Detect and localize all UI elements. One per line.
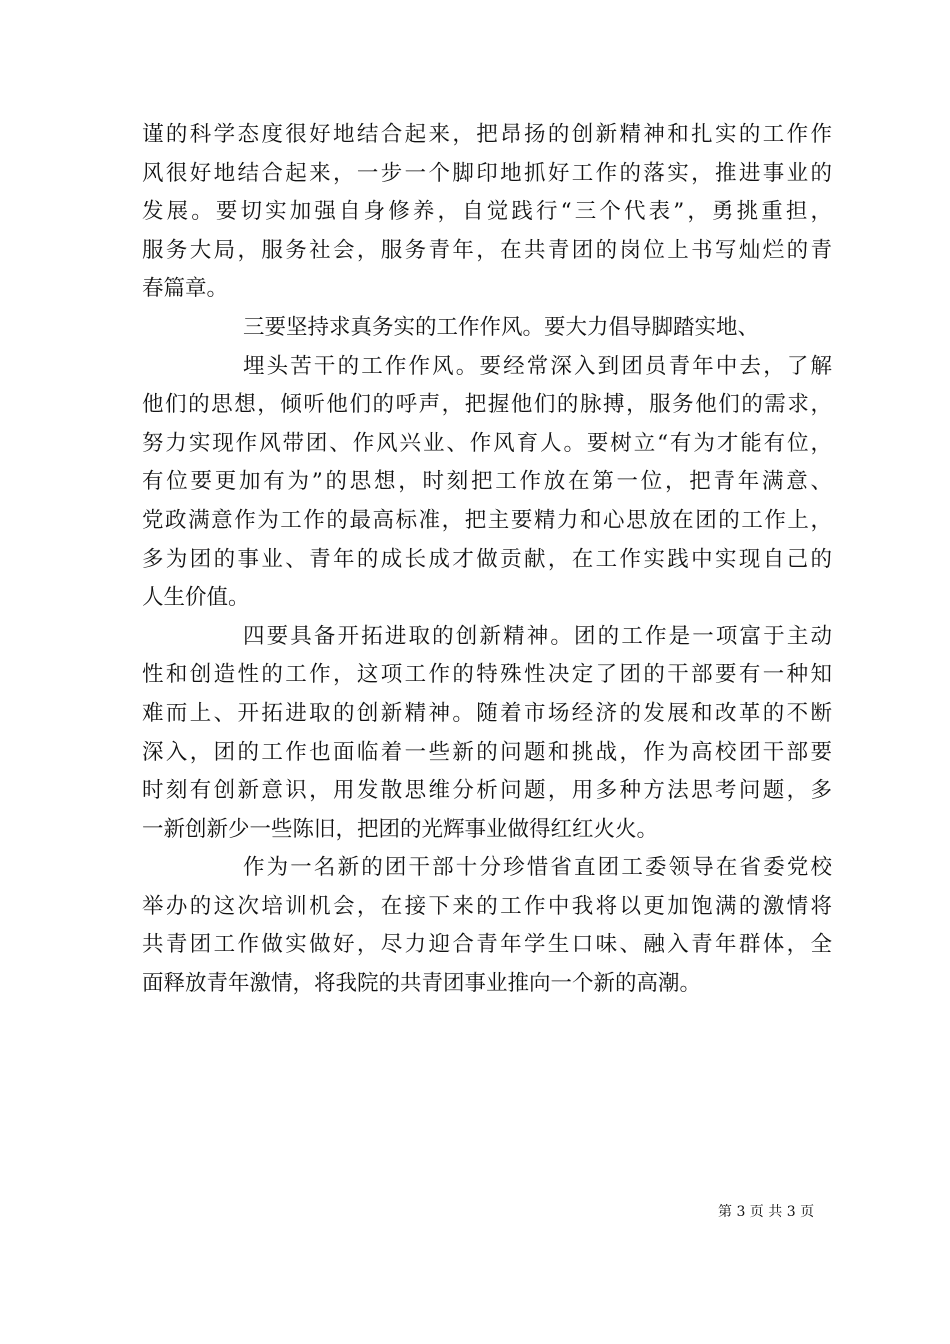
page-number: 第 3 页 共 3 页	[718, 1204, 815, 1220]
text-line: 三要坚持求真务实的工作作风。要大力倡导脚踏实地、	[243, 314, 760, 340]
text-line: 风很好地结合起来，一步一个脚印地抓好工作的落实，推进事业的	[142, 160, 832, 186]
text-line: 埋头苦干的工作作风。要经常深入到团员青年中去，了解	[243, 353, 832, 379]
text-line: 春篇章。	[142, 276, 229, 302]
text-line: 人生价值。	[142, 585, 250, 611]
text-line: 性和创造性的工作，这项工作的特殊性决定了团的干部要有一种知	[142, 662, 832, 688]
text-line: 四要具备开拓进取的创新精神。团的工作是一项富于主动	[243, 623, 832, 649]
text-line: 共青团工作做实做好，尽力迎合青年学生口味、融入青年群体，全	[142, 932, 832, 958]
text-line: 一新创新少一些陈旧，把团的光辉事业做得红红火火。	[142, 816, 659, 842]
text-line: 有位要更加有为”的思想，时刻把工作放在第一位，把青年满意、	[142, 469, 832, 495]
text-line: 他们的思想，倾听他们的呼声，把握他们的脉搏，服务他们的需求，	[142, 392, 832, 418]
text-line: 深入，团的工作也面临着一些新的问题和挑战，作为高校团干部要	[142, 739, 832, 765]
text-line: 作为一名新的团干部十分珍惜省直团工委领导在省委党校	[243, 855, 832, 881]
body-text	[142, 116, 832, 1004]
text-line: 难而上、开拓进取的创新精神。随着市场经济的发展和改革的不断	[142, 700, 832, 726]
text-line: 多为团的事业、青年的成长成才做贡献，在工作实践中实现自己的	[142, 546, 832, 572]
text-line: 面释放青年激情，将我院的共青团事业推向一个新的高潮。	[142, 971, 702, 997]
text-line: 发展。要切实加强自身修养，自觉践行“三个代表”，勇挑重担，	[142, 199, 832, 225]
text-line: 党政满意作为工作的最高标准，把主要精力和心思放在团的工作上，	[142, 507, 832, 533]
text-line: 时刻有创新意识，用发散思维分析问题，用多种方法思考问题，多	[142, 778, 832, 804]
text-line: 谨的科学态度很好地结合起来，把昂扬的创新精神和扎实的工作作	[142, 122, 832, 147]
text-line: 举办的这次培训机会，在接下来的工作中我将以更加饱满的激情将	[142, 893, 832, 919]
text-line: 服务大局，服务社会，服务青年，在共青团的岗位上书写灿烂的青	[142, 237, 832, 263]
text-line: 努力实现作风带团、作风兴业、作风育人。要树立“有为才能有位，	[142, 430, 832, 456]
